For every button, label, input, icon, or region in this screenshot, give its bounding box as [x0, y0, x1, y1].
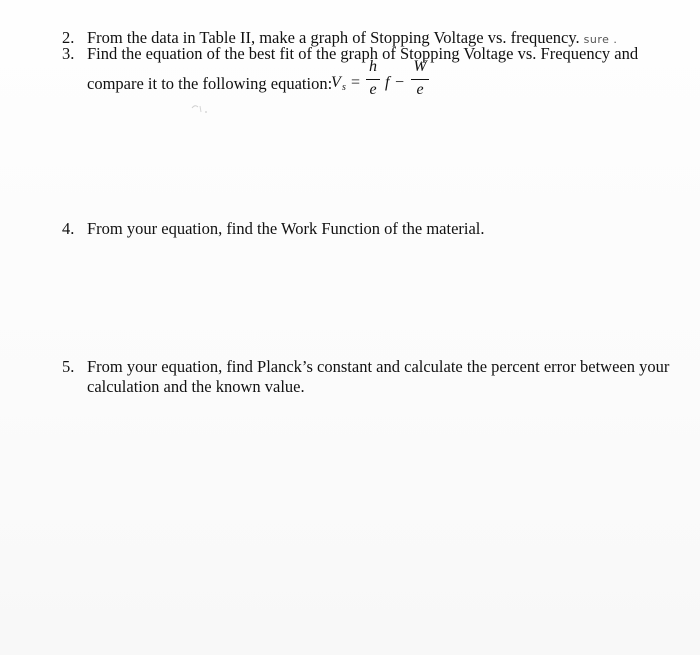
question-4-number: 4.	[62, 219, 75, 238]
equation-equals: =	[351, 74, 361, 91]
question-5-number: 5.	[62, 357, 75, 376]
question-4-text: From your equation, find the Work Function of the material.	[87, 219, 485, 238]
equation-variable: f	[385, 74, 390, 91]
pencil-mark	[192, 106, 198, 108]
question-3-number: 3.	[62, 44, 75, 63]
equation-minus: −	[395, 74, 405, 91]
pencil-mark	[200, 106, 201, 112]
fraction-denominator: e	[369, 81, 377, 98]
question-3-text-line-1: Find the equation of the best fit of the graph of Stopping Voltage vs. Frequency and	[87, 44, 639, 63]
fraction-numerator: W	[413, 58, 427, 75]
handwritten-note: sure .	[583, 33, 618, 46]
equation-lhs-subscript: s	[342, 82, 346, 93]
pencil-dot	[205, 111, 207, 113]
fraction-numerator: h	[369, 58, 377, 75]
question-5-text-line-1: From your equation, find Planck’s constant and calculate the percent error between your	[87, 357, 670, 376]
question-3-text-line-2: compare it to the following equation:	[87, 74, 333, 93]
fraction-denominator: e	[416, 81, 424, 98]
question-5-text-line-2: calculation and the known value.	[87, 377, 305, 396]
equation-lhs: V	[331, 74, 341, 91]
question-2-number: 2.	[62, 28, 75, 47]
question-2-text: From the data in Table II, make a graph of Stopping Voltage vs. frequency.	[87, 28, 580, 47]
